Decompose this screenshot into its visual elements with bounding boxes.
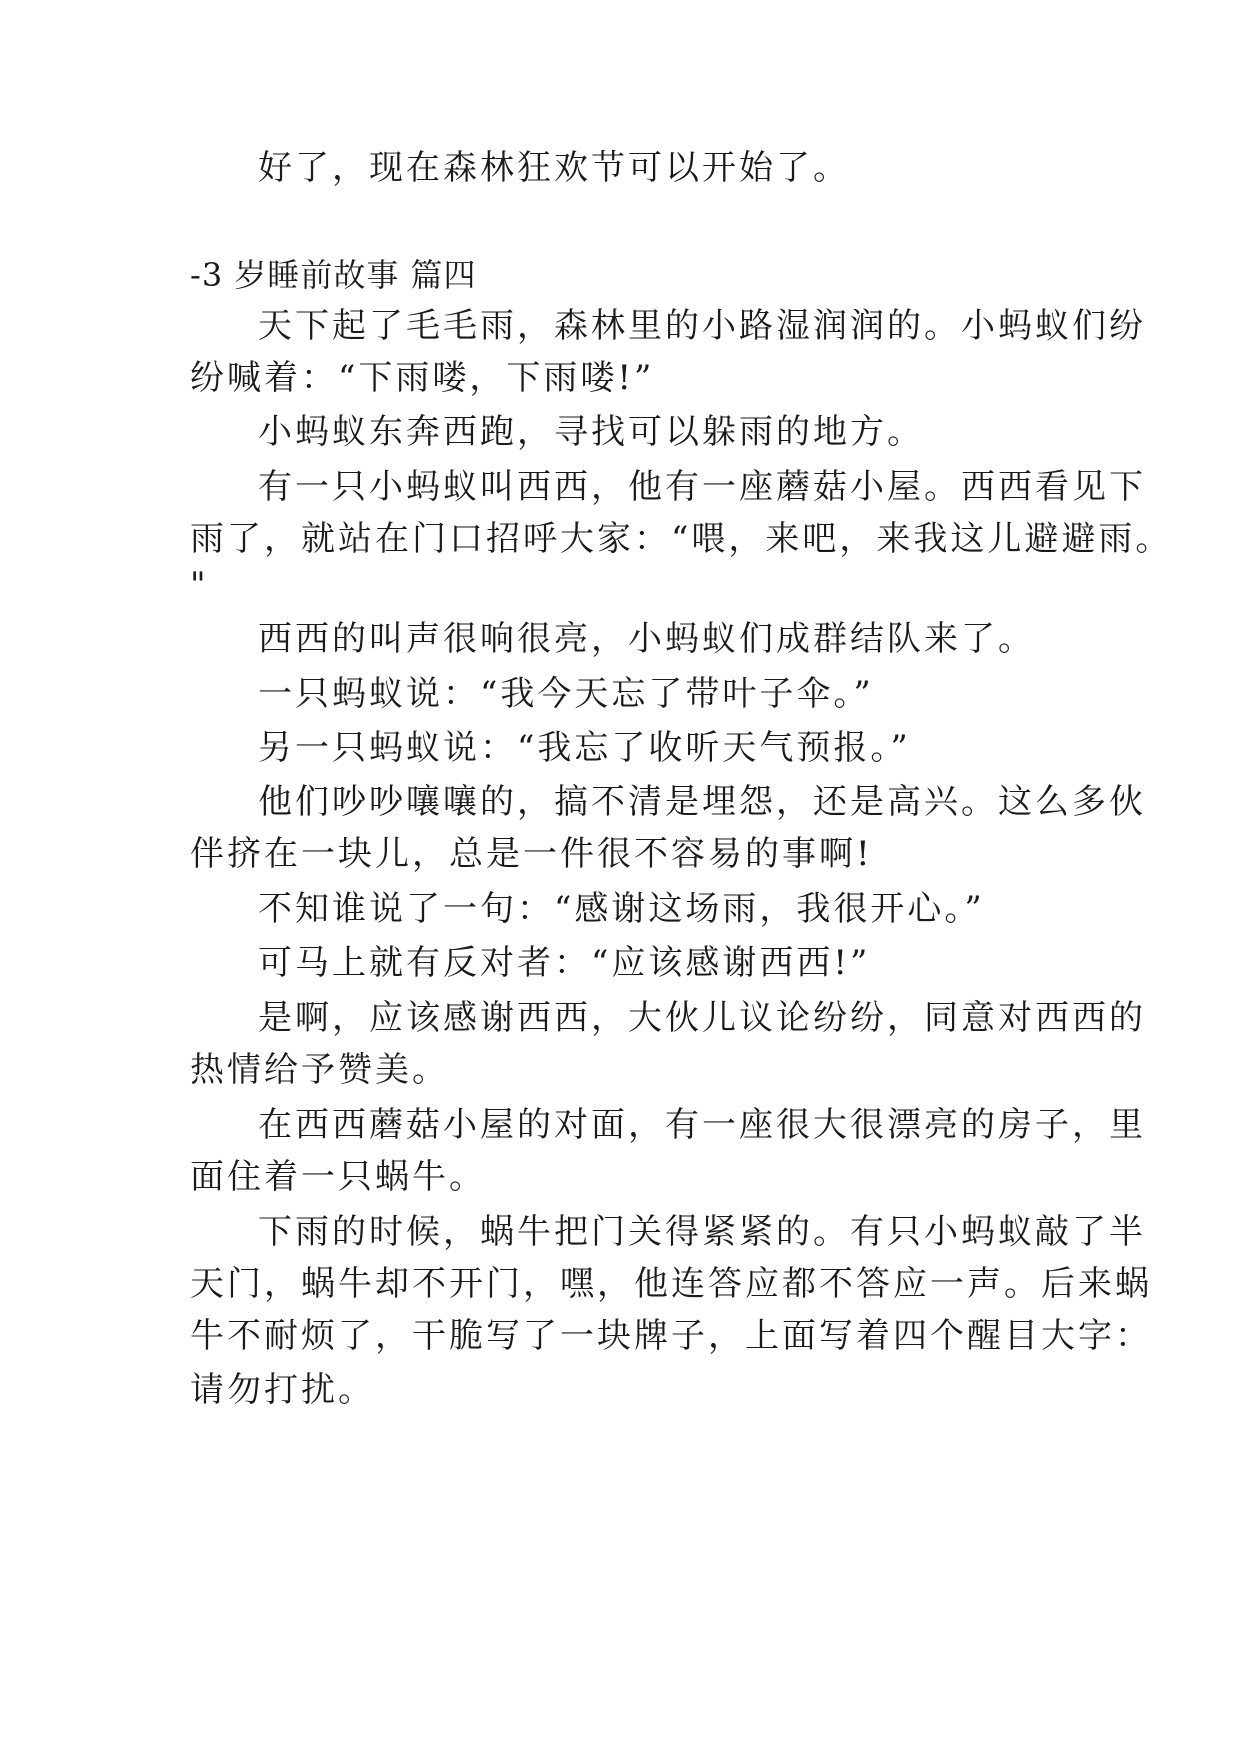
paragraph-line: 有一只小蚂蚁叫西西，他有一座蘑菇小屋。西西看见下 — [258, 467, 1146, 507]
paragraph-line: 天下起了毛毛雨，森林里的小路湿润润的。小蚂蚁们纷 — [258, 306, 1146, 346]
paragraph-line: 热情给予赞美。 — [190, 1050, 449, 1090]
paragraph-line: 伴挤在一块儿，总是一件很不容易的事啊! — [190, 834, 873, 874]
paragraph-line: 他们吵吵嚷嚷的，搞不清是埋怨，还是高兴。这么多伙 — [258, 782, 1146, 822]
paragraph-line: 不知谁说了一句：“感谢这场雨，我很开心。” — [258, 889, 985, 929]
paragraph-line: 是啊，应该感谢西西，大伙儿议论纷纷，同意对西西的 — [258, 998, 1146, 1038]
paragraph-line: 面住着一只蜗牛。 — [190, 1157, 486, 1197]
paragraph-line: 小蚂蚁东奔西跑，寻找可以躲雨的地方。 — [258, 412, 924, 452]
paragraph-line: 好了，现在森林狂欢节可以开始了。 — [258, 148, 850, 188]
paragraph-line: 请勿打扰。 — [190, 1370, 375, 1410]
paragraph-line: 可马上就有反对者：“应该感谢西西!” — [258, 943, 871, 983]
paragraph-line: 西西的叫声很响很亮，小蚂蚁们成群结队来了。 — [258, 619, 1035, 659]
paragraph-line: 牛不耐烦了，干脆写了一块牌子，上面写着四个醒目大字： — [190, 1316, 1152, 1356]
paragraph-line: 在西西蘑菇小屋的对面，有一座很大很漂亮的房子，里 — [258, 1105, 1146, 1145]
paragraph-line: 下雨的时候，蜗牛把门关得紧紧的。有只小蚂蚁敲了半 — [258, 1212, 1146, 1252]
paragraph-line: 一只蚂蚁说：“我今天忘了带叶子伞。” — [258, 674, 874, 714]
paragraph-line: " — [190, 565, 209, 605]
paragraph-line: 天门，蜗牛却不开门，嘿，他连答应都不答应一声。后来蜗 — [190, 1264, 1152, 1304]
paragraph-line: 另一只蚂蚁说：“我忘了收听天气预报。” — [258, 728, 911, 768]
section-heading: -3 岁睡前故事 篇四 — [190, 256, 477, 294]
paragraph-line: 雨了，就站在门口招呼大家：“喂，来吧，来我这儿避避雨。 — [190, 519, 1173, 559]
paragraph-line: 纷喊着：“下雨喽，下雨喽!” — [190, 358, 655, 398]
